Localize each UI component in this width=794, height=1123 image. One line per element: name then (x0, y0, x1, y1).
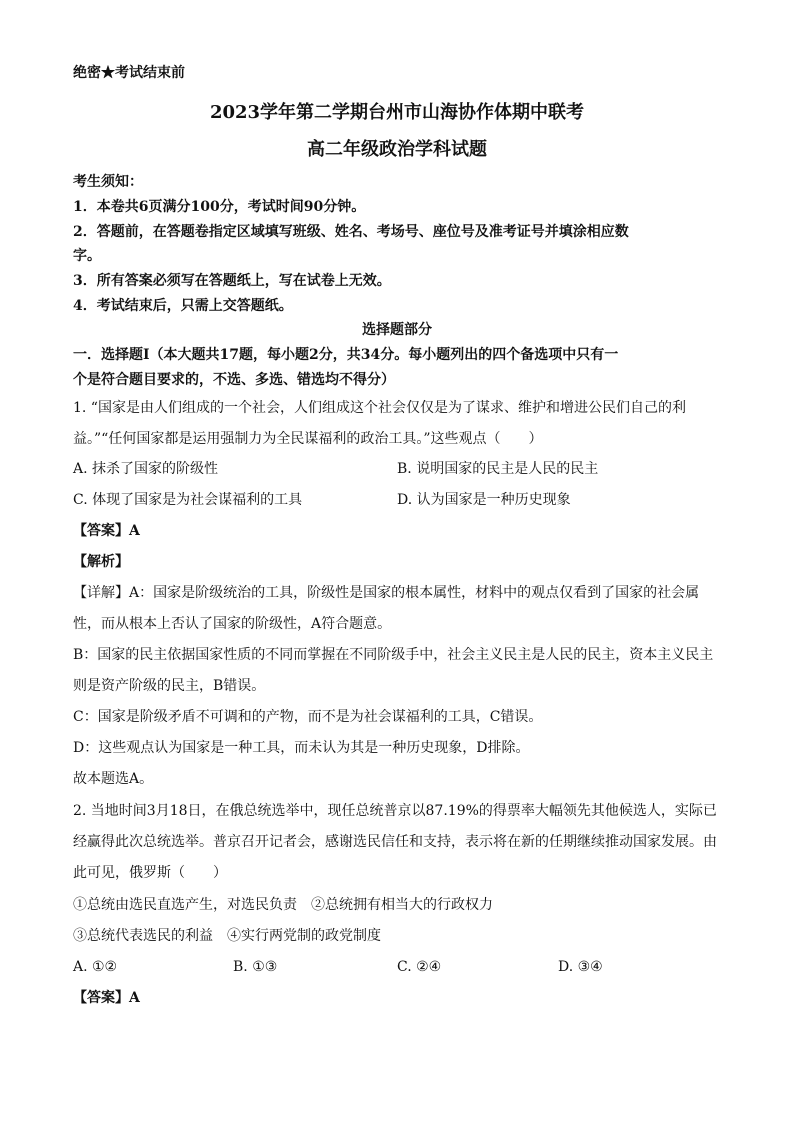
section-intro: 个是符合题目要求的，不选、多选、错选均不得分） (73, 372, 395, 388)
question-2-option-c: C. ②④ (397, 959, 442, 975)
question-1-answer: 【答案】A (73, 523, 140, 539)
notice-item: 2．答题前，在答题卷指定区域填写班级、姓名、考场号、座位号及准考证号并填涂相应数 (73, 224, 629, 240)
section-intro: 一．选择题Ⅰ（本大题共17题，每小题2分，共34分。每小题列出的四个备选项中只有一 (73, 347, 619, 363)
notice-heading: 考生须知： (73, 174, 143, 190)
question-1-option-a: A. 抹杀了国家的阶级性 (73, 461, 219, 477)
question-2-answer: 【答案】A (73, 990, 140, 1006)
question-1-detail: 性，而从根本上否认了国家的阶级性，A符合题意。 (73, 616, 392, 632)
question-2-stem: 2. 当地时间3月18日，在俄总统选举中，现任总统普京以87.19%的得票率大幅领先其他候选人，实际已 (73, 803, 717, 819)
question-2-option-d: D. ③④ (558, 959, 603, 975)
question-1-option-d: D. 认为国家是一种历史现象 (397, 492, 571, 508)
question-1-stem: 1. “国家是由人们组成的一个社会，人们组成这个社会仅仅是为了谋求、维护和增进公民们自己的利 (73, 400, 686, 416)
question-2-option-a: A. ①② (73, 959, 118, 975)
exam-title: 2023学年第二学期台州市山海协作体期中联考 (209, 102, 585, 123)
question-1-conclusion: 故本题选A。 (73, 771, 154, 787)
question-1-detail: B：国家的民主依据国家性质的不同而掌握在不同阶级手中，社会主义民主是人民的民主，资本主义民主 (73, 647, 714, 663)
notice-item: 1．本卷共6页满分100分，考试时间90分钟。 (73, 199, 366, 215)
question-1-analysis-label: 【解析】 (73, 554, 129, 570)
question-1-option-c: C. 体现了国家是为社会谋福利的工具 (73, 492, 303, 508)
question-1-detail: C：国家是阶级矛盾不可调和的产物，而不是为社会谋福利的工具，C错误。 (73, 709, 543, 725)
exam-subtitle: 高二年级政治学科试题 (307, 139, 487, 160)
notice-item: 3．所有答案必须写在答题纸上，写在试卷上无效。 (73, 273, 391, 289)
question-2-option-b: B. ①③ (233, 959, 278, 975)
notice-item: 4．考试结束后，只需上交答题纸。 (73, 298, 293, 314)
question-1-option-b: B. 说明国家的民主是人民的民主 (397, 461, 599, 477)
confidential-label: 绝密★考试结束前 (73, 65, 185, 81)
question-1-stem: 益。”“任何国家都是运用强制力为全民谋福利的政治工具。”这些观点（ ） (73, 431, 543, 447)
question-1-detail: 【详解】A：国家是阶级统治的工具，阶级性是国家的根本属性，材料中的观点仅看到了国家的社会属 (73, 585, 700, 601)
question-2-stem: 经赢得此次总统选举。普京召开记者会，感谢选民信任和支持，表示将在新的任期继续推动国家发展。由 (73, 834, 717, 850)
notice-item: 字。 (73, 248, 101, 264)
section-title: 选择题部分 (362, 322, 432, 338)
question-2-statements: ③总统代表选民的利益 ④实行两党制的政党制度 (73, 928, 381, 944)
question-1-detail: 则是资产阶级的民主，B错误。 (73, 678, 266, 694)
question-2-stem: 此可见，俄罗斯（ ） (73, 865, 227, 881)
question-2-statements: ①总统由选民直选产生，对选民负责 ②总统拥有相当大的行政权力 (73, 897, 493, 913)
question-1-detail: D：这些观点认为国家是一种工具，而未认为其是一种历史现象，D排除。 (73, 740, 530, 756)
